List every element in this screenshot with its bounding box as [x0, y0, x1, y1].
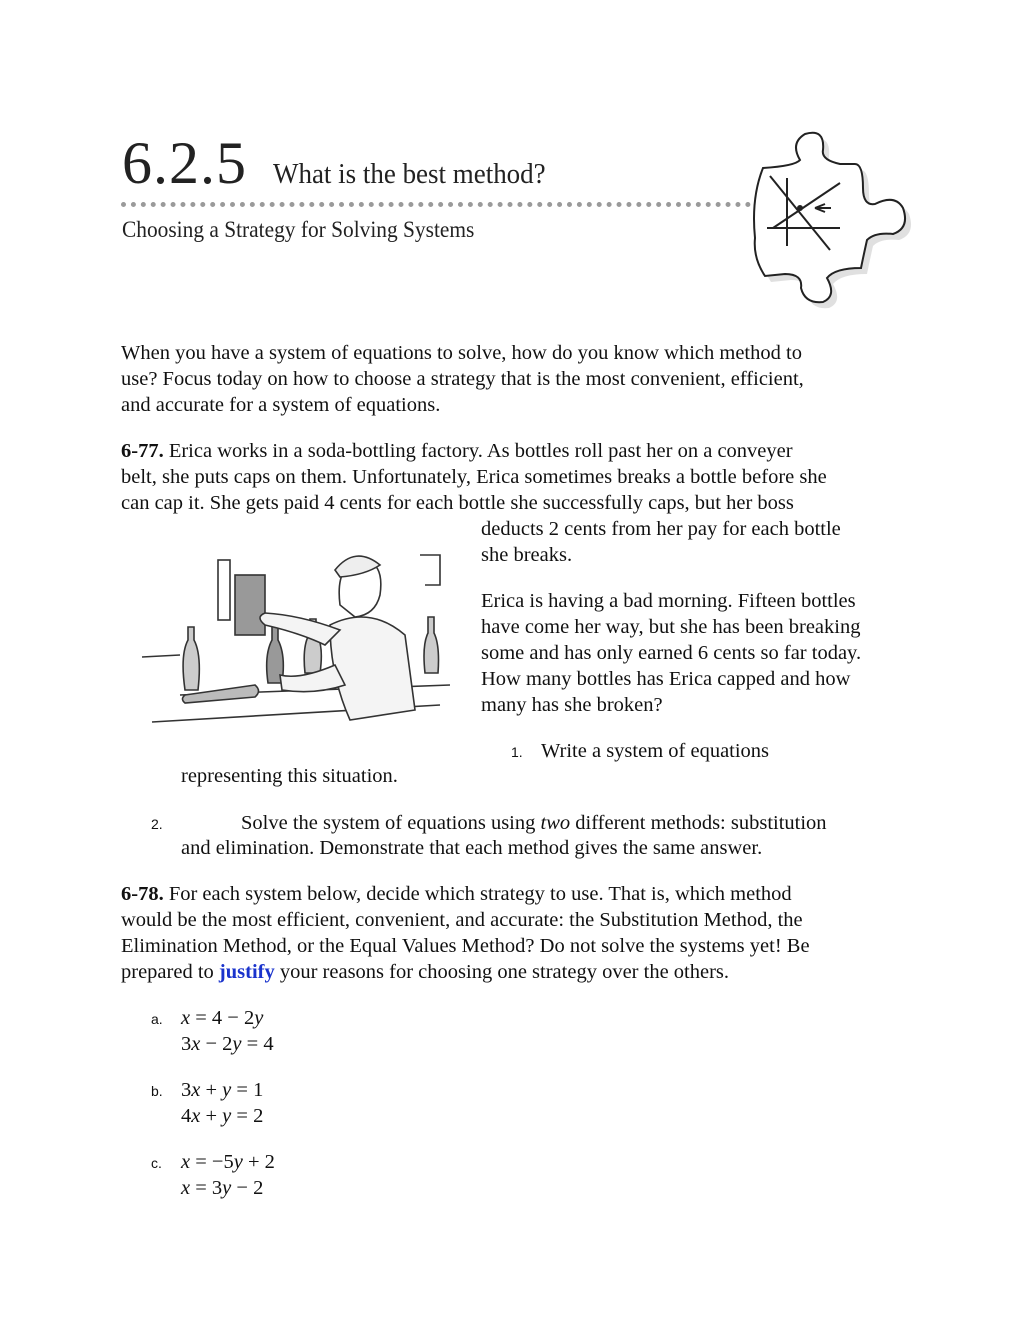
lesson-subtitle: Choosing a Strategy for Solving Systems: [122, 217, 475, 242]
problem-78-line: [121, 959, 729, 985]
problem-77-para2-line: some and has only earned 6 cents so far today.: [481, 642, 862, 664]
problem-77-line: can cap it. She gets paid 4 cents for each bottle she successfully caps, but her boss: [121, 492, 794, 514]
system-b-eq1: 3x + y = 1: [181, 1079, 264, 1101]
problem-78-text: your reasons for choosing one strategy over the others.: [274, 961, 730, 983]
lesson-number: 6.2.5: [122, 130, 247, 196]
puzzle-graph-icon: [745, 128, 915, 313]
item-2-emphasis: two: [540, 812, 571, 834]
problem-77-para2-line: Erica is having a bad morning. Fifteen bottles: [481, 590, 856, 612]
intro-line: and accurate for a system of equations.: [121, 394, 441, 416]
problem-77-para2-line: have come her way, but she has been breaking: [481, 616, 861, 638]
problem-77-first-line: [121, 438, 793, 464]
system-b-label: b.: [151, 1083, 163, 1099]
system-c-label: c.: [151, 1155, 162, 1171]
item-2-label: 2.: [151, 816, 163, 832]
item-1-label: 1.: [511, 744, 523, 760]
item-2-text-part: different methods: substitution: [570, 812, 827, 834]
problem-78-line: would be the most efficient, convenient, and accurate: the Substitution Method, the: [121, 909, 803, 931]
problem-78-first-line: [121, 881, 792, 907]
intro-line: use? Focus today on how to choose a strategy that is the most convenient, efficient,: [121, 368, 804, 390]
problem-77-line: she breaks.: [481, 544, 573, 566]
item-2-text: [241, 810, 827, 836]
problem-78-line: Elimination Method, or the Equal Values Method? Do not solve the systems yet! Be: [121, 935, 810, 957]
justify-link[interactable]: justify: [218, 961, 275, 983]
system-a-label: a.: [151, 1011, 163, 1027]
system-b-eq2: 4x + y = 2: [181, 1105, 264, 1127]
system-a-eq1: x = 4 − 2y: [181, 1007, 264, 1029]
problem-78-text: prepared to: [121, 961, 219, 983]
problem-77-line: belt, she puts caps on them. Unfortunately, Erica sometimes breaks a bottle before she: [121, 466, 827, 488]
problem-77-para2-line: many has she broken?: [481, 694, 663, 716]
problem-78-number: 6-78.: [121, 883, 164, 905]
item-2-text-part: Solve the system of equations using: [241, 812, 541, 834]
item-1-text: representing this situation.: [181, 765, 398, 787]
intro-line: When you have a system of equations to solve, how do you know which method to: [121, 342, 802, 364]
problem-77-text: Erica works in a soda-bottling factory. As bottles roll past her on a conveyer: [168, 440, 793, 462]
system-c-eq1: x = −5y + 2: [181, 1151, 275, 1173]
problem-77-para2-line: How many bottles has Erica capped and how: [481, 668, 851, 690]
item-2-text: and elimination. Demonstrate that each method gives the same answer.: [181, 837, 763, 859]
problem-78-text: For each system below, decide which strategy to use. That is, which method: [168, 883, 792, 905]
system-c-eq2: x = 3y − 2: [181, 1177, 264, 1199]
lesson-title: What is the best method?: [273, 158, 546, 190]
problem-77-line: deducts 2 cents from her pay for each bottle: [481, 518, 841, 540]
factory-worker-illustration: [140, 545, 465, 730]
dotted-divider: [121, 202, 751, 207]
problem-77-number: 6-77.: [121, 440, 164, 462]
item-1-text: Write a system of equations: [541, 740, 770, 762]
system-a-eq2: 3x − 2y = 4: [181, 1033, 274, 1055]
